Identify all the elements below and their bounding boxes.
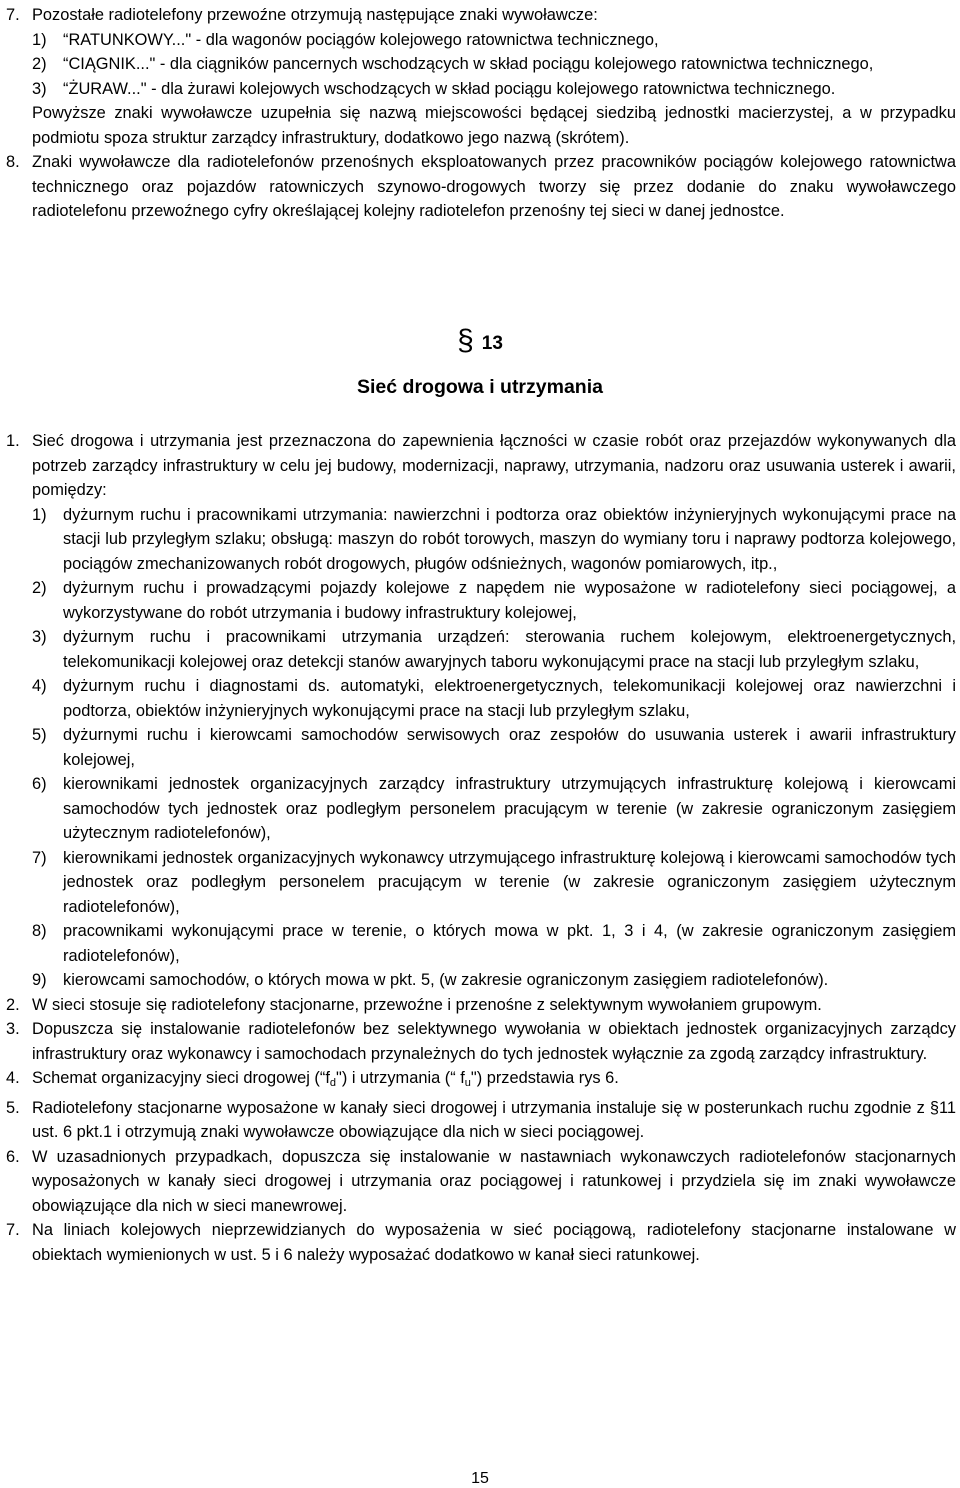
item-text: W uzasadnionych przypadkach, dopuszcza się instalowanie w nastawniach wykonawczych radiotelefonów stacjonarnych wyposażonych w kanały sieci drogowej i utrzymania oraz pociągowej i ratunkowej i przydziela się im znaki wywoławcze obowiązujące dla nich w sieci manewrowej. <box>32 1147 956 1215</box>
list-item <box>6 1017 956 1066</box>
item-number: 3. <box>6 1020 20 1038</box>
sub-item <box>32 772 956 846</box>
text-part: Schemat organizacyjny sieci drogowej (“f <box>32 1069 330 1087</box>
list-item <box>6 1096 956 1145</box>
paragraph-sign: § <box>457 324 474 357</box>
sub-item-text: dyżurnym ruchu i pracownikami utrzymania: nawierzchni i podtorza oraz obiektów inżynieryjnych wykonującymi prace na stacji lub przyległym szlaku; obsługą: maszyn do robót torowych, maszyn do wymiany toru i naprawy podtorza kolejowego, pociągów zmechanizowanych robót drogowych, pługów odśnieżnych, wagonów pomiarowych, itp., <box>63 505 956 573</box>
item-number: 7. <box>6 6 20 24</box>
list-item <box>6 1145 956 1219</box>
item-text: Na liniach kolejowych nieprzewidzianych do wyposażenia w sieć pociągową, radiotelefony stacjonarne instalowane w obiektach wymienionych w ust. 5 i 6 należy wyposażać dodatkowo w kanał sieci ratunkowej. <box>32 1221 956 1264</box>
sub-item-text: dyżurnym ruchu i pracownikami utrzymania urządzeń: sterowania ruchem kolejowym, elektroenergetycznych, telekomunikacji kolejowej oraz detekcji stanów awaryjnych taboru wykonującymi prace na stacji lub przyległym szlaku, <box>63 628 956 671</box>
sub-item-number: 3) <box>32 628 47 646</box>
item-text: Dopuszcza się instalowanie radiotelefonów bez selektywnego wywołania w obiektach jednostek organizacyjnych zarządcy infrastruktury oraz wykonawcy i samochodach przynależnych do tych jednostek wyłącznie za zgodą zarządcy infrastruktury. <box>32 1020 956 1063</box>
page-number: 15 <box>471 1470 489 1487</box>
subscript: d <box>329 1077 337 1089</box>
sub-item-number: 1) <box>32 30 47 49</box>
section-title: Sieć drogowa i utrzymania <box>357 376 603 398</box>
sub-item-number: 2) <box>32 579 47 597</box>
sub-item <box>32 28 956 53</box>
sub-item-text: dyżurnymi ruchu i kierowcami samochodów serwisowych oraz zespołów do usuwania usterek i awarii infrastruktury kolejowej, <box>63 726 956 769</box>
sub-item-text: “ŻURAW..." - dla żurawi kolejowych wschodzących w skład pociągu kolejowego ratownictwa technicznego. <box>63 79 836 98</box>
list-item <box>6 1066 956 1096</box>
item-number: 7. <box>6 1221 20 1239</box>
sub-item-text: “RATUNKOWY..." - dla wagonów pociągów kolejowego ratownictwa technicznego, <box>63 30 659 49</box>
sub-item-text: kierownikami jednostek organizacyjnych zarządcy infrastruktury utrzymujących infrastrukturę kolejową i kierowcami samochodów tych jednostek oraz podległym personelem pracującym w terenie (w zakresie ograniczonym zasięgiem użytecznym radiotelefonów), <box>63 775 956 842</box>
section-number-value: 13 <box>481 333 503 354</box>
sub-item-number: 5) <box>32 726 47 744</box>
list-item <box>6 150 956 224</box>
sub-item <box>32 919 956 968</box>
item-number: 6. <box>6 1147 20 1166</box>
sub-item-text: kierownikami jednostek organizacyjnych wykonawcy utrzymującego infrastrukturę kolejową i kierowcami samochodów tych jednostek oraz podległym personelem pracującym w terenie (w zakresie ograniczonym zasięgiem użytecznym radiotelefonów), <box>63 848 956 916</box>
text-part: ") przedstawia rys 6. <box>470 1069 619 1087</box>
list-item <box>6 3 956 150</box>
section-callsigns <box>6 3 956 224</box>
sub-item-number: 6) <box>32 775 47 793</box>
sub-item <box>32 503 956 577</box>
item-number: 1. <box>6 432 20 450</box>
item-text <box>32 1066 956 1096</box>
item-paragraph: Powyższe znaki wywoławcze uzupełnia się nazwą miejscowości będącej siedzibą jednostki macierzystej, a w przypadku podmiotu spoza struktur zarządcy infrastruktury, dodatkowo jego nazwą (skrótem). <box>32 104 956 147</box>
sub-item-text: dyżurnym ruchu i diagnostami ds. automatyki, elektroenergetycznych, telekomunikacji kolejowej oraz nawierzchni i podtorza, obiektów inżynieryjnych wykonującymi prace na stacji lub przyległym szlaku, <box>63 677 956 720</box>
sub-item-number: 4) <box>32 677 47 695</box>
subscript: u <box>464 1077 471 1089</box>
sub-item <box>32 846 956 920</box>
sub-item <box>32 723 956 772</box>
section-number <box>0 324 960 358</box>
item-number: 5. <box>6 1098 20 1117</box>
list-item <box>6 993 956 1018</box>
item-intro: Pozostałe radiotelefony przewoźne otrzymują następujące znaki wywoławcze: <box>32 6 598 24</box>
item-number: 2. <box>6 995 20 1014</box>
sub-item-number: 2) <box>32 55 47 73</box>
list-item <box>6 1218 956 1267</box>
list-item <box>6 429 956 993</box>
sub-item-number: 9) <box>32 971 47 989</box>
sub-item-text: “CIĄGNIK..." - dla ciągników pancernych wschodzących w skład pociągu kolejowego ratownictwa technicznego, <box>63 55 874 73</box>
item-number: 4. <box>6 1069 20 1087</box>
sub-item-number: 1) <box>32 505 47 524</box>
sub-item-number: 7) <box>32 848 47 867</box>
section-road-network <box>6 429 956 1267</box>
sub-item <box>32 576 956 625</box>
item-text: Znaki wywoławcze dla radiotelefonów przenośnych eksploatowanych przez pracowników pociągów kolejowego ratownictwa technicznego oraz pojazdów ratowniczych szynowo-drogowych tworzy się przez dodanie do znaku wywoławczego radiotelefonu przewoźnego cyfry określającej kolejny radiotelefon przenośny tej sieci w danej jednostce. <box>32 153 956 220</box>
item-intro: Sieć drogowa i utrzymania jest przeznaczona do zapewnienia łączności w czasie robót oraz przejazdów wykonywanych dla potrzeb zarządcy infrastruktury w celu jej budowy, modernizacji, naprawy, utrzymania, nadzoru oraz usuwania usterek i awarii, pomiędzy: <box>32 432 956 499</box>
item-text: Radiotelefony stacjonarne wyposażone w kanały sieci drogowej i utrzymania instaluje się w posterunkach ruchu zgodnie z §11 ust. 6 pkt.1 i otrzymują znaki wywoławcze obowiązujące dla nich w sieci pociągowej. <box>32 1098 956 1141</box>
sub-item-number: 8) <box>32 922 47 940</box>
sub-item <box>32 77 956 102</box>
sub-item-text: dyżurnym ruchu i prowadzącymi pojazdy kolejowe z napędem nie wyposażone w radiotelefony sieci pociągowej, a wykorzystywane do robót utrzymania i budowy infrastruktury kolejowej, <box>63 579 956 622</box>
sub-item <box>32 674 956 723</box>
item-number: 8. <box>6 153 20 171</box>
sub-item <box>32 625 956 674</box>
sub-item <box>32 968 956 993</box>
item-text: W sieci stosuje się radiotelefony stacjonarne, przewoźne i przenośne z selektywnym wywołaniem grupowym. <box>32 995 822 1014</box>
sub-item-number: 3) <box>32 79 47 98</box>
text-part: ") i utrzymania (“ f <box>336 1069 465 1087</box>
sub-item-text: kierowcami samochodów, o których mowa w pkt. 5, (w zakresie ograniczonym zasięgiem radiotelefonów). <box>63 971 829 989</box>
sub-item-text: pracownikami wykonującymi prace w terenie, o których mowa w pkt. 1, 3 i 4, (w zakresie ograniczonym zasięgiem radiotelefonów), <box>63 922 956 965</box>
sub-item <box>32 52 956 77</box>
